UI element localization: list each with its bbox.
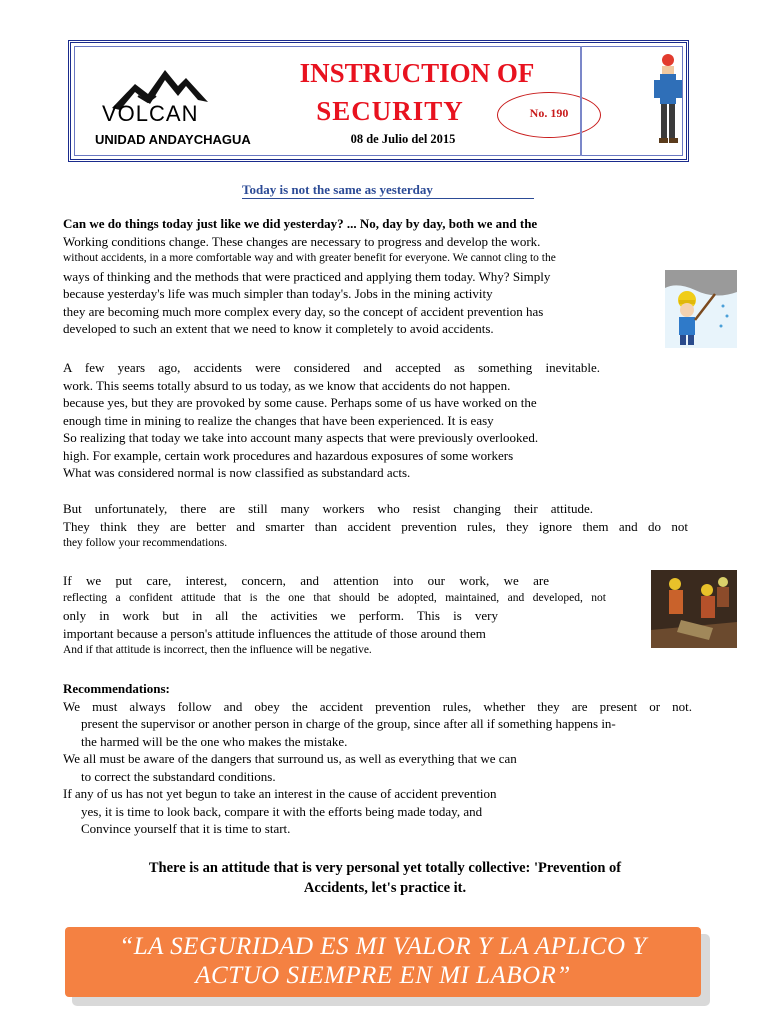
text-line: important because a person's attitude influences the attitude of those around them <box>63 625 486 641</box>
text-line: But unfortunately, there are still many workers who resist changing their attitude. <box>63 501 593 516</box>
text-line: high. For example, certain work procedures and hazardous exposures of some workers <box>63 447 514 463</box>
slogan-line: ACTUO SIEMPRE EN MI LABOR” <box>195 962 571 989</box>
recommendation-line: We all must be aware of the dangers that surround us, as well as everything that we can <box>63 751 517 766</box>
recommendation-line: yes, it is time to look back, compare it with the efforts being made today, and <box>81 803 483 819</box>
miner-cartoon-icon <box>665 270 737 348</box>
article-subtitle: Today is not the same as yesterday <box>242 182 433 197</box>
worker-with-safety-gear-icon <box>650 46 686 156</box>
paragraph-2 <box>63 359 633 482</box>
recommendation-line: to correct the substandard conditions. <box>81 768 276 784</box>
brand-name: VOLCAN <box>102 101 199 126</box>
text-line: because yes, but they are provoked by some cause. Perhaps some of us have worked on the <box>63 395 537 410</box>
recommendation-line: We must always follow and obey the accident prevention rules, whether they are present or not. <box>63 698 692 714</box>
text-line: they are becoming much more complex every day, so the concept of accident prevention has <box>63 303 544 319</box>
text-line: Working conditions change. These changes are necessary to progress and develop the work. <box>63 233 541 249</box>
text-line: developed to such an extent that we need to know it completely to avoid accidents. <box>63 321 494 336</box>
issue-date: 08 de Julio del 2015 <box>350 132 456 146</box>
text-line: A few years ago, accidents were considered and accepted as something inevitable. <box>63 360 600 375</box>
text-line: they follow your recommendations. <box>63 537 228 549</box>
slogan-line: “LA SEGURIDAD ES MI VALOR Y LA APLICO Y <box>119 933 647 960</box>
text-line: Can we do things today just like we did yesterday? ... No, day by day, both we and the <box>63 216 538 231</box>
recommendation-line: If any of us has not yet begun to take an interest in the cause of accident prevention <box>63 786 497 801</box>
recommendations-heading: Recommendations: <box>63 681 170 696</box>
paragraph-1 <box>63 215 673 338</box>
closing-line: Accidents, let's practice it. <box>303 880 467 896</box>
paragraph-3 <box>63 500 688 553</box>
slogan-text <box>70 932 696 990</box>
text-line: enough time in mining to realize the changes that have been experienced. It is easy <box>63 412 494 428</box>
paragraph-4 <box>63 572 606 660</box>
text-line: because yesterday's life was much simpler than today's. Jobs in the mining activity <box>63 286 493 301</box>
recommendations <box>63 680 692 838</box>
recommendation-line: present the supervisor or another person in charge of the group, since after all if something happens in- <box>81 716 616 731</box>
unit-name: UNIDAD ANDAYCHAGUA <box>95 132 251 147</box>
text-line: work. This seems totally absurd to us today, as we know that accidents do not happen. <box>63 377 511 393</box>
text-line: reflecting a confident attitude that is the one that should be adopted, maintained, and developed, not <box>63 591 606 604</box>
text-line: And if that attitude is incorrect, then the influence will be negative. <box>63 644 372 656</box>
text-line: What was considered normal is now classified as substandard acts. <box>63 465 411 480</box>
text-line: only in work but in all the activities we perform. This is very <box>63 608 498 623</box>
text-line: ways of thinking and the methods that were practiced and applying them today. Why? Simply <box>63 268 551 284</box>
recommendation-line: the harmed will be the one who makes the mistake. <box>81 733 348 749</box>
text-line: If we put care, interest, concern, and attention into our work, we are <box>63 573 549 588</box>
header-divider <box>580 46 582 156</box>
miners-photo <box>651 570 737 648</box>
issue-number: No. 190 <box>529 106 569 120</box>
page-title-line1: INSTRUCTION OF <box>299 58 535 88</box>
recommendation-line: Convince yourself that it is time to start. <box>81 821 291 836</box>
text-line: without accidents, in a more comfortable way and with greater benefit for everyone. We cannot cling to the <box>63 252 556 264</box>
text-line: They think they are better and smarter than accident prevention rules, they ignore them and do not <box>63 518 688 534</box>
closing-line: There is an attitude that is very personal yet totally collective: 'Prevention of <box>148 860 622 876</box>
text-line: So realizing that today we take into account many aspects that were previously overlooked. <box>63 430 539 445</box>
page-title-line2: SECURITY <box>316 96 464 126</box>
subtitle-underline <box>242 198 534 199</box>
closing-statement <box>60 858 710 898</box>
